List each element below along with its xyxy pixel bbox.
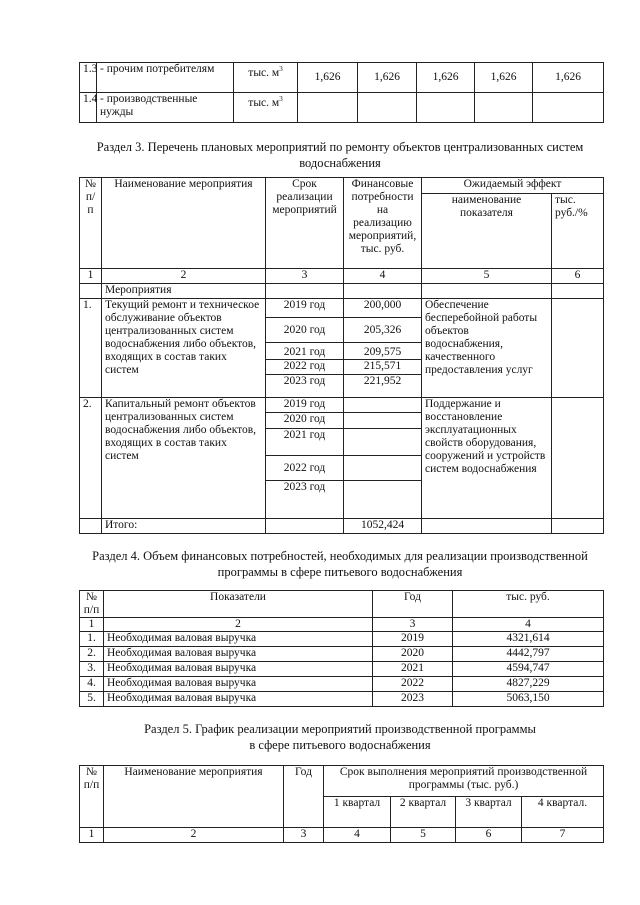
item-effect: Обеспечение бесперебойной работы объектов водоснабжения, качественного предоставления услуг xyxy=(422,299,552,398)
header-quarter: 2 квартал xyxy=(391,797,456,828)
header-num: № п/п xyxy=(80,178,102,269)
item-year: 2022 год xyxy=(266,360,344,375)
row-year: 2019 xyxy=(373,632,453,647)
table-row xyxy=(80,632,604,647)
row-name: Необходимая валовая выручка xyxy=(104,632,373,647)
header-year: Год xyxy=(373,591,453,618)
section5-table xyxy=(79,765,604,843)
row-num: 1. xyxy=(80,632,104,647)
item-year: 2019 год xyxy=(266,398,344,413)
header-quarter: 3 квартал xyxy=(456,797,522,828)
item-amount: 200,000 xyxy=(344,299,422,318)
col-number: 3 xyxy=(266,269,344,284)
col-number: 6 xyxy=(456,828,522,843)
header-num: № п/п xyxy=(80,766,104,828)
col-number: 2 xyxy=(104,618,373,632)
item-amount xyxy=(344,413,422,429)
col-number: 2 xyxy=(104,828,284,843)
section4-title: Раздел 4. Объем финансовых потребностей, необходимых для реализации производственной программы в сфере питьевого водоснабжения xyxy=(92,549,588,579)
col-number: 5 xyxy=(422,269,552,284)
item-year: 2019 год xyxy=(266,299,344,318)
table-row xyxy=(80,63,604,93)
table-row xyxy=(80,93,604,123)
header-name: Наименование мероприятия xyxy=(104,766,284,828)
row-year: 2023 xyxy=(373,692,453,707)
value-cell xyxy=(358,93,417,123)
row-name: Необходимая валовая выручка xyxy=(104,677,373,692)
row-num: 4. xyxy=(80,677,104,692)
item-amount xyxy=(344,429,422,456)
item-name: Капитальный ремонт объектов централизованных систем водоснабжения либо объектов, входящих в состав таких систем xyxy=(102,398,266,519)
value-cell: 1,626 xyxy=(417,63,475,93)
header-term: Срок выполнения мероприятий производственной программы (тыс. руб.) xyxy=(324,766,604,797)
item-name: Текущий ремонт и техническое обслуживание объектов централизованных систем водоснабжения либо объектов, входящих в состав таких систем xyxy=(102,299,266,398)
total-value: 1052,424 xyxy=(344,519,422,534)
item-amount: 209,575 xyxy=(344,343,422,360)
section5-title xyxy=(70,721,610,753)
col-number: 5 xyxy=(391,828,456,843)
row-value: 4594,747 xyxy=(453,662,604,677)
row-unit: тыс. $м^3$ xyxy=(234,93,298,123)
section5-title-line1: Раздел 5. График реализации мероприятий производственной программы xyxy=(144,722,536,736)
section4-table xyxy=(79,590,604,707)
row-num: 1.3 xyxy=(80,63,97,93)
row-name: - производственные нужды xyxy=(97,93,234,123)
table-row xyxy=(80,647,604,662)
header-value: тыс. руб. xyxy=(453,591,604,618)
row-year: 2021 xyxy=(373,662,453,677)
item-year: 2023 год xyxy=(266,375,344,398)
col-number: 4 xyxy=(453,618,604,632)
value-cell: 1,626 xyxy=(358,63,417,93)
table-row xyxy=(80,677,604,692)
value-cell: 1,626 xyxy=(475,63,533,93)
row-year: 2020 xyxy=(373,647,453,662)
value-cell xyxy=(533,93,604,123)
header-indicator: Показатели xyxy=(104,591,373,618)
row-value: 4827,229 xyxy=(453,677,604,692)
section5-title-line2: в сфере питьевого водоснабжения xyxy=(249,738,431,752)
item-amount xyxy=(344,481,422,519)
row-year: 2022 xyxy=(373,677,453,692)
header-effect-name: наименование показателя xyxy=(422,194,552,269)
row-unit: тыс. $м^3$ xyxy=(234,63,298,93)
value-cell xyxy=(475,93,533,123)
value-cell xyxy=(298,93,358,123)
item-num: 2. xyxy=(80,398,102,519)
item-num: 1. xyxy=(80,299,102,398)
header-effect-value: тыс. руб./% xyxy=(552,194,604,269)
total-label: Итого: xyxy=(102,519,266,534)
row-num: 2. xyxy=(80,647,104,662)
header-effect: Ожидаемый эффект xyxy=(422,178,604,194)
row-num: 1.4 xyxy=(80,93,97,123)
header-quarter: 4 квартал. xyxy=(522,797,604,828)
item-year: 2020 год xyxy=(266,318,344,343)
value-cell: 1,626 xyxy=(533,63,604,93)
row-num: 3. xyxy=(80,662,104,677)
col-number: 1 xyxy=(80,828,104,843)
item-amount: 205,326 xyxy=(344,318,422,343)
top-table xyxy=(79,62,604,123)
item-year: 2021 год xyxy=(266,429,344,456)
table-row xyxy=(80,662,604,677)
row-value: 4321,614 xyxy=(453,632,604,647)
row-num: 5. xyxy=(80,692,104,707)
col-number: 2 xyxy=(102,269,266,284)
col-number: 4 xyxy=(324,828,391,843)
header-name: Наименование мероприятия xyxy=(102,178,266,269)
col-number: 1 xyxy=(80,269,102,284)
item-year: 2020 год xyxy=(266,413,344,429)
col-number: 7 xyxy=(522,828,604,843)
item-year: 2021 год xyxy=(266,343,344,360)
header-year: Год xyxy=(284,766,324,828)
header-num: № п/п xyxy=(80,591,104,618)
item-amount: 221,952 xyxy=(344,375,422,398)
row-name: Необходимая валовая выручка xyxy=(104,647,373,662)
table-row xyxy=(80,692,604,707)
row-value: 4442,797 xyxy=(453,647,604,662)
value-cell: 1,626 xyxy=(298,63,358,93)
section3-table xyxy=(79,177,604,534)
row-name: - прочим потребителям xyxy=(97,63,234,93)
col-number: 3 xyxy=(284,828,324,843)
item-amount xyxy=(344,398,422,413)
row-name: Необходимая валовая выручка xyxy=(104,662,373,677)
col-number: 3 xyxy=(373,618,453,632)
group-label: Мероприятия xyxy=(102,284,266,299)
section3-title: Раздел 3. Перечень плановых мероприятий по ремонту объектов централизованных систем водоснабжения xyxy=(96,140,584,170)
item-effect: Поддержание и восстановление эксплуатационных свойств оборудования, сооружений и устройств систем водоснабжения xyxy=(422,398,552,519)
item-amount: 215,571 xyxy=(344,360,422,375)
row-name: Необходимая валовая выручка xyxy=(104,692,373,707)
header-term: Срок реализации мероприятий xyxy=(266,178,344,269)
header-finance: Финансовые потребности на реализацию мероприятий, тыс. руб. xyxy=(344,178,422,269)
header-quarter: 1 квартал xyxy=(324,797,391,828)
item-year: 2023 год xyxy=(266,481,344,519)
item-year: 2022 год xyxy=(266,456,344,481)
col-number: 1 xyxy=(80,618,104,632)
value-cell xyxy=(417,93,475,123)
row-value: 5063,150 xyxy=(453,692,604,707)
item-amount xyxy=(344,456,422,481)
col-number: 6 xyxy=(552,269,604,284)
col-number: 4 xyxy=(344,269,422,284)
